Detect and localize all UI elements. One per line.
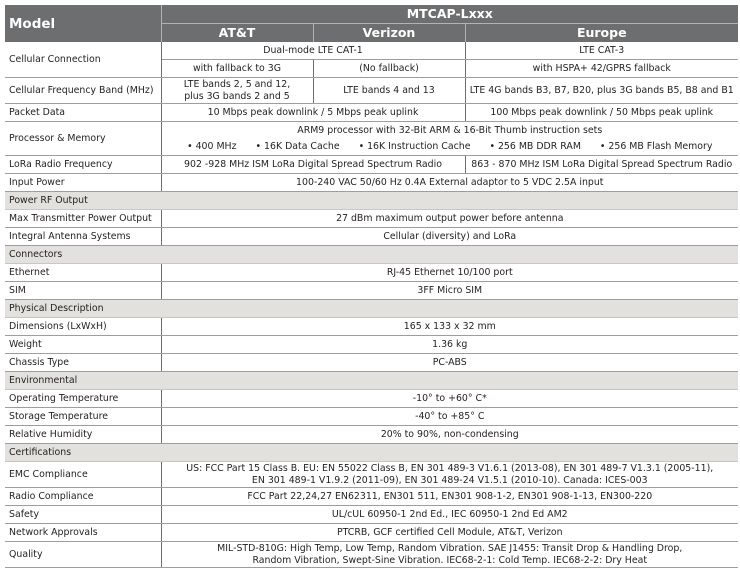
table-row-humidity bbox=[5, 426, 738, 444]
model-header: Model bbox=[5, 5, 161, 42]
cell-value: 20% to 90%, non-condensing bbox=[161, 426, 738, 444]
row-label: Packet Data bbox=[5, 104, 161, 122]
section-title: Power RF Output bbox=[5, 192, 738, 210]
cell-value: 100-240 VAC 50/60 Hz 0.4A External adaptor to 5 VDC 2.5A input bbox=[161, 174, 738, 192]
table-row-radio-compliance bbox=[5, 488, 738, 506]
emc-line-2: EN 301 489-1 V1.9.2 (2011-09), EN 301 489-24 V1.5.1 (2010-10). Canada: ICES-003 bbox=[251, 474, 648, 486]
section-physical-description bbox=[5, 300, 738, 318]
row-label: Cellular Frequency Band (MHz) bbox=[5, 78, 161, 104]
cell-value: 27 dBm maximum output power before antenna bbox=[161, 210, 738, 228]
bullet-clock: • 400 MHz bbox=[187, 140, 237, 152]
table-row-max-tx-power bbox=[5, 210, 738, 228]
cell-value: 3FF Micro SIM bbox=[161, 282, 738, 300]
table-row-weight bbox=[5, 336, 738, 354]
row-label: Chassis Type bbox=[5, 354, 161, 372]
row-label: Max Transmitter Power Output bbox=[5, 210, 161, 228]
table-row-storage-temperature bbox=[5, 408, 738, 426]
table-row-packet-data bbox=[5, 104, 738, 122]
section-certifications bbox=[5, 444, 738, 462]
cell-value: UL/cUL 60950-1 2nd Ed., IEC 60950-1 2nd Ed AM2 bbox=[161, 506, 738, 524]
cell-value: 1.36 kg bbox=[161, 336, 738, 354]
bullet-instruction-cache: • 16K Instruction Cache bbox=[358, 140, 471, 152]
table-row-lora bbox=[5, 156, 738, 174]
row-label: Input Power bbox=[5, 174, 161, 192]
bullet-flash: • 256 MB Flash Memory bbox=[599, 140, 713, 152]
section-connectors bbox=[5, 246, 738, 264]
row-label: Network Approvals bbox=[5, 524, 161, 542]
cell-vzw-fallback: (No fallback) bbox=[313, 60, 465, 78]
row-label: Dimensions (LxWxH) bbox=[5, 318, 161, 336]
table-row-network-approvals bbox=[5, 524, 738, 542]
table-row-sim bbox=[5, 282, 738, 300]
cell-us-mode: Dual-mode LTE CAT-1 bbox=[161, 42, 465, 60]
row-label: Ethernet bbox=[5, 264, 161, 282]
column-header-europe: Europe bbox=[465, 24, 738, 43]
cell-value: -10° to +60° C* bbox=[161, 390, 738, 408]
row-label: Processor & Memory bbox=[5, 122, 161, 156]
section-power-rf-output bbox=[5, 192, 738, 210]
section-title: Certifications bbox=[5, 444, 738, 462]
row-label: Quality bbox=[5, 542, 161, 568]
row-label: Storage Temperature bbox=[5, 408, 161, 426]
cell-eu-bands: LTE 4G bands B3, B7, B20, plus 3G bands B5, B8 and B1 bbox=[465, 78, 738, 104]
row-label: Cellular Connection bbox=[5, 42, 161, 78]
row-label: Integral Antenna Systems bbox=[5, 228, 161, 246]
att-bands-line-1: LTE bands 2, 5 and 12, bbox=[183, 79, 291, 90]
table-row-input-power bbox=[5, 174, 738, 192]
bullet-data-cache: • 16K Data Cache bbox=[255, 140, 340, 152]
cell-value: -40° to +85° C bbox=[161, 408, 738, 426]
cell-value: FCC Part 22,24,27 EN62311, EN301 511, EN301 908-1-2, EN301 908-1-13, EN300-220 bbox=[161, 488, 738, 506]
cell-value: Cellular (diversity) and LoRa bbox=[161, 228, 738, 246]
cell-value: 165 x 133 x 32 mm bbox=[161, 318, 738, 336]
table-row-safety bbox=[5, 506, 738, 524]
table-row-chassis bbox=[5, 354, 738, 372]
table-row-operating-temperature bbox=[5, 390, 738, 408]
row-label: Operating Temperature bbox=[5, 390, 161, 408]
row-label: Weight bbox=[5, 336, 161, 354]
row-label: Radio Compliance bbox=[5, 488, 161, 506]
cell-vzw-bands: LTE bands 4 and 13 bbox=[313, 78, 465, 104]
table-row-quality bbox=[5, 542, 738, 568]
cell-processor bbox=[161, 122, 738, 156]
product-header: MTCAP-Lxxx bbox=[161, 5, 738, 24]
table-row-antenna bbox=[5, 228, 738, 246]
column-header-verizon: Verizon bbox=[313, 24, 465, 43]
table-row-ethernet bbox=[5, 264, 738, 282]
bullet-ram: • 256 MB DDR RAM bbox=[489, 140, 581, 152]
row-label: Relative Humidity bbox=[5, 426, 161, 444]
section-title: Environmental bbox=[5, 372, 738, 390]
column-header-att: AT&T bbox=[161, 24, 313, 43]
row-label: SIM bbox=[5, 282, 161, 300]
row-label: LoRa Radio Frequency bbox=[5, 156, 161, 174]
emc-line-1: US: FCC Part 15 Class B. EU: EN 55022 Class B, EN 301 489-3 V1.6.1 (2013-08), EN 301 489-7 V1.3.1 (2005-11), bbox=[186, 463, 714, 474]
row-label: Safety bbox=[5, 506, 161, 524]
spec-table bbox=[5, 5, 738, 568]
section-title: Physical Description bbox=[5, 300, 738, 318]
section-environmental bbox=[5, 372, 738, 390]
cell-att-bands bbox=[161, 78, 313, 104]
section-title: Connectors bbox=[5, 246, 738, 264]
cell-us-packet: 10 Mbps peak downlink / 5 Mbps peak uplink bbox=[161, 104, 465, 122]
cell-eu-packet: 100 Mbps peak downlink / 50 Mbps peak uplink bbox=[465, 104, 738, 122]
cell-eu-mode: LTE CAT-3 bbox=[465, 42, 738, 60]
header-row-product bbox=[5, 5, 738, 24]
cell-eu-lora: 863 - 870 MHz ISM LoRa Digital Spread Spectrum Radio bbox=[465, 156, 738, 174]
cell-value: PTCRB, GCF certified Cell Module, AT&T, Verizon bbox=[161, 524, 738, 542]
att-bands-line-2: plus 3G bands 2 and 5 bbox=[184, 90, 290, 102]
row-label: EMC Compliance bbox=[5, 462, 161, 488]
cell-value bbox=[161, 462, 738, 488]
table-row-emc-compliance bbox=[5, 462, 738, 488]
cell-value: RJ-45 Ethernet 10/100 port bbox=[161, 264, 738, 282]
table-row-processor bbox=[5, 122, 738, 156]
cell-us-lora: 902 -928 MHz ISM LoRa Digital Spread Spectrum Radio bbox=[161, 156, 465, 174]
cell-att-fallback: with fallback to 3G bbox=[161, 60, 313, 78]
quality-line-1: MIL-STD-810G: High Temp, Low Temp, Random Vibration. SAE J1455: Transit Drop & Handling Drop, bbox=[217, 543, 683, 554]
processor-bullets bbox=[166, 141, 735, 153]
table-row-dimensions bbox=[5, 318, 738, 336]
cell-value bbox=[161, 542, 738, 568]
table-row-cellular-connection bbox=[5, 42, 738, 60]
quality-line-2: Random Vibration, Swept-Sine Vibration. IEC68-2-1: Cold Temp. IEC68-2-2: Dry Heat bbox=[252, 554, 648, 566]
cell-value: PC-ABS bbox=[161, 354, 738, 372]
cell-eu-fallback: with HSPA+ 42/GPRS fallback bbox=[465, 60, 738, 78]
processor-description: ARM9 processor with 32-Bit ARM & 16-Bit Thumb instruction sets bbox=[297, 125, 603, 136]
table-row-frequency-band bbox=[5, 78, 738, 104]
